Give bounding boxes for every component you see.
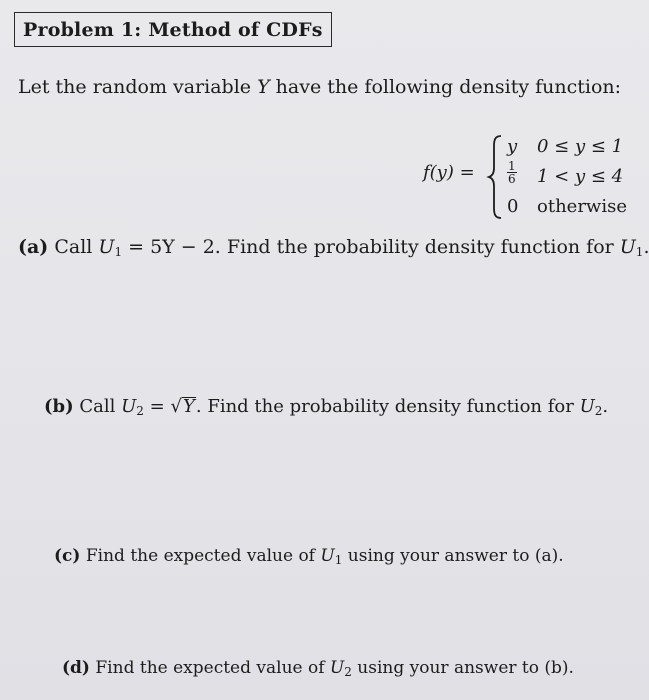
- part-c-sub: 1: [334, 553, 343, 567]
- part-a: [18, 236, 649, 259]
- problem-title-text: Problem 1: Method of CDFs: [23, 19, 323, 41]
- part-c-rest: using your answer to (a).: [347, 546, 564, 566]
- part-b-end-sub: 2: [594, 404, 603, 418]
- part-c-pre: Find the expected value of: [85, 546, 315, 566]
- density-lhs: f(y) =: [423, 162, 475, 183]
- part-b-label: (b): [44, 396, 74, 417]
- case-2-condition: 1 < y ≤ 4: [537, 166, 624, 187]
- case-1-value: y: [507, 136, 518, 157]
- case-2-value: [507, 160, 517, 185]
- part-a-end-punct: .: [643, 236, 649, 258]
- part-c-var: U: [320, 546, 335, 566]
- fraction-one-sixth: [507, 160, 517, 185]
- part-b-pre: Call: [79, 396, 116, 417]
- sqrt-symbol: √: [170, 396, 182, 417]
- part-b-end-var: U: [579, 396, 595, 417]
- intro-variable: Y: [257, 76, 270, 98]
- part-a-end-var: U: [619, 236, 636, 258]
- left-brace-icon: [487, 134, 503, 220]
- part-b-rest: Find the probability density function for: [207, 396, 574, 417]
- part-b: [44, 396, 608, 418]
- part-b-eq: =: [149, 396, 165, 417]
- density-function: [423, 130, 638, 222]
- case-1-condition: 0 ≤ y ≤ 1: [537, 136, 624, 157]
- intro-sentence: [18, 76, 621, 98]
- part-c-label: (c): [54, 546, 81, 566]
- part-d-pre: Find the expected value of: [95, 658, 325, 678]
- part-a-pre: Call: [54, 236, 93, 258]
- part-a-rest: Find the probability density function for: [226, 236, 614, 258]
- part-b-sub: 2: [136, 404, 144, 418]
- part-b-end-punct: .: [602, 396, 609, 417]
- part-d-label: (d): [62, 658, 90, 678]
- problem-title: [14, 12, 332, 47]
- fraction-numerator: 1: [508, 159, 516, 173]
- part-d-rest: using your answer to (b).: [357, 658, 574, 678]
- part-a-sub: 1: [114, 245, 123, 259]
- part-d-sub: 2: [344, 665, 352, 679]
- case-3-value: 0: [507, 196, 519, 217]
- case-3-condition: otherwise: [537, 196, 627, 217]
- part-d: [62, 658, 574, 679]
- part-a-label: (a): [18, 236, 49, 258]
- part-b-var: U: [121, 396, 137, 417]
- part-b-dot: .: [195, 396, 202, 417]
- sqrt-argument: Y: [182, 396, 195, 417]
- part-c: [54, 546, 564, 567]
- part-a-end-sub: 1: [635, 245, 644, 259]
- intro-text: Let the random variable: [18, 76, 252, 98]
- fraction-denominator: 6: [508, 172, 516, 186]
- part-d-var: U: [329, 658, 345, 678]
- part-a-var: U: [98, 236, 115, 258]
- intro-rest: have the following density function:: [275, 76, 622, 98]
- part-a-eq: = 5Y − 2.: [128, 236, 221, 258]
